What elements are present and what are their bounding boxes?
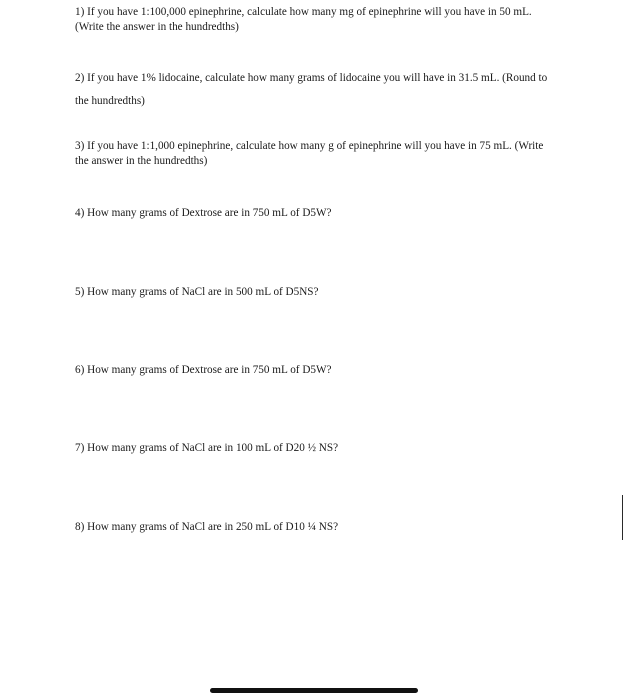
question-text: If you have 1% lidocaine, calculate how many grams of lidocaine you will have in 31.5 mL. (Round to the hundredths) — [75, 72, 548, 107]
home-indicator-bar[interactable] — [210, 688, 418, 693]
question-2 — [75, 67, 555, 113]
question-number: 3) — [75, 140, 85, 152]
question-5 — [75, 285, 555, 300]
question-number: 2) — [75, 72, 85, 84]
question-4 — [75, 206, 555, 221]
question-6 — [75, 363, 555, 378]
question-1 — [75, 5, 555, 36]
question-text: How many grams of Dextrose are in 750 mL of D5W? — [87, 207, 332, 219]
question-8 — [75, 520, 555, 535]
question-number: 1) — [75, 6, 85, 18]
question-text: How many grams of NaCl are in 250 mL of D10 ¼ NS? — [87, 521, 339, 533]
question-text: How many grams of NaCl are in 100 mL of D20 ½ NS? — [87, 442, 339, 454]
question-text: If you have 1:100,000 epinephrine, calculate how many mg of epinephrine will you have in 50 mL. (Write the answer in the hundredths) — [75, 6, 532, 34]
question-7 — [75, 441, 555, 456]
question-text: How many grams of Dextrose are in 750 mL of D5W? — [87, 364, 332, 376]
question-text: How many grams of NaCl are in 500 mL of D5NS? — [87, 286, 319, 298]
question-number: 5) — [75, 286, 85, 298]
question-number: 4) — [75, 207, 85, 219]
question-text: If you have 1:1,000 epinephrine, calculate how many g of epinephrine will you have in 75 mL. (Write the answer in the hundredths) — [75, 140, 544, 168]
question-number: 6) — [75, 364, 85, 376]
page-edge-line — [622, 495, 623, 540]
question-number: 7) — [75, 442, 85, 454]
question-number: 8) — [75, 521, 85, 533]
question-3 — [75, 139, 555, 170]
